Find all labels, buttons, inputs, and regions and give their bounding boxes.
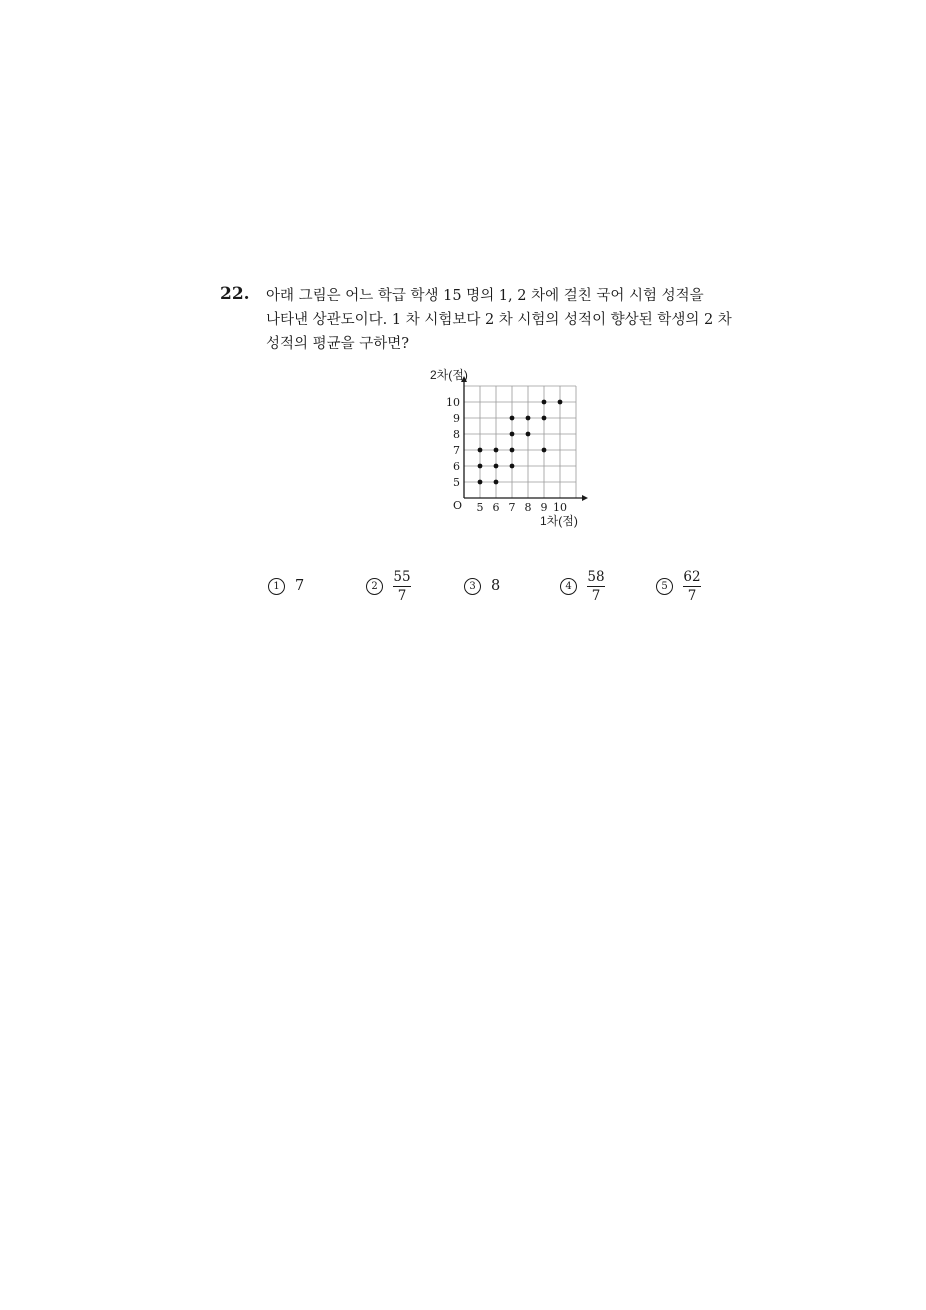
question-line-2: 나타낸 상관도이다. 1 차 시험보다 2 차 시험의 성적이 향상된 학생의 2 차 bbox=[266, 312, 732, 328]
choice-2-numerator: 55 bbox=[393, 568, 411, 585]
y-tick-label: 8 bbox=[453, 428, 460, 441]
choice-5-numerator: 62 bbox=[683, 568, 701, 585]
question-number: 22. bbox=[220, 284, 250, 304]
scatter-chart bbox=[420, 364, 600, 534]
choice-1-value: 7 bbox=[295, 578, 305, 594]
choice-1[interactable] bbox=[268, 566, 304, 606]
choice-5-fraction bbox=[683, 569, 701, 604]
choice-2[interactable] bbox=[366, 566, 411, 606]
fraction-bar bbox=[393, 586, 411, 587]
choice-5[interactable] bbox=[656, 566, 701, 606]
data-point bbox=[494, 448, 499, 453]
y-tick-label: 10 bbox=[446, 396, 460, 409]
answer-choices bbox=[268, 566, 728, 606]
data-point bbox=[478, 464, 483, 469]
choice-5-marker: 5 bbox=[656, 578, 673, 595]
choice-2-fraction bbox=[393, 569, 411, 604]
x-tick-label: 9 bbox=[540, 501, 548, 514]
data-point bbox=[558, 400, 563, 405]
data-point bbox=[478, 448, 483, 453]
choice-4[interactable] bbox=[560, 566, 605, 606]
x-tick-label: 8 bbox=[524, 501, 532, 514]
question-line-3: 성적의 평균을 구하면? bbox=[266, 336, 410, 352]
choice-4-denominator: 7 bbox=[591, 587, 601, 604]
y-tick-label: 6 bbox=[453, 460, 460, 473]
x-tick-label: 5 bbox=[476, 501, 484, 514]
x-axis-arrow bbox=[582, 495, 588, 501]
data-point bbox=[526, 432, 531, 437]
fraction-bar bbox=[683, 586, 701, 587]
choice-5-denominator: 7 bbox=[687, 587, 697, 604]
question-text bbox=[266, 284, 766, 356]
y-tick-label: 7 bbox=[453, 444, 460, 457]
data-point bbox=[494, 464, 499, 469]
x-tick-label: 7 bbox=[508, 501, 516, 514]
fraction-bar bbox=[587, 586, 605, 587]
data-point bbox=[510, 432, 515, 437]
choice-1-marker: 1 bbox=[268, 578, 285, 595]
data-point bbox=[510, 448, 515, 453]
data-point bbox=[542, 400, 547, 405]
data-point bbox=[542, 448, 547, 453]
data-point bbox=[542, 416, 547, 421]
choice-4-numerator: 58 bbox=[587, 568, 605, 585]
data-point bbox=[510, 464, 515, 469]
choice-4-marker: 4 bbox=[560, 578, 577, 595]
data-point bbox=[494, 480, 499, 485]
choice-3-value: 8 bbox=[491, 578, 501, 594]
question-line-1: 아래 그림은 어느 학급 학생 15 명의 1, 2 차에 걸친 국어 시험 성적을 bbox=[266, 288, 704, 304]
data-point bbox=[526, 416, 531, 421]
chart-points bbox=[478, 400, 563, 485]
choice-2-denominator: 7 bbox=[397, 587, 407, 604]
y-tick-label: 5 bbox=[453, 476, 460, 489]
choice-3-marker: 3 bbox=[464, 578, 481, 595]
choice-2-marker: 2 bbox=[366, 578, 383, 595]
x-tick-label: 6 bbox=[492, 501, 500, 514]
origin-label: O bbox=[453, 499, 463, 512]
x-tick-label: 10 bbox=[553, 501, 567, 514]
choice-4-fraction bbox=[587, 569, 605, 604]
choice-3[interactable] bbox=[464, 566, 500, 606]
y-tick-label: 9 bbox=[453, 412, 460, 425]
data-point bbox=[478, 480, 483, 485]
data-point bbox=[510, 416, 515, 421]
y-axis-label: 2차(점) bbox=[430, 368, 468, 382]
x-axis-label: 1차(점) bbox=[540, 514, 578, 528]
